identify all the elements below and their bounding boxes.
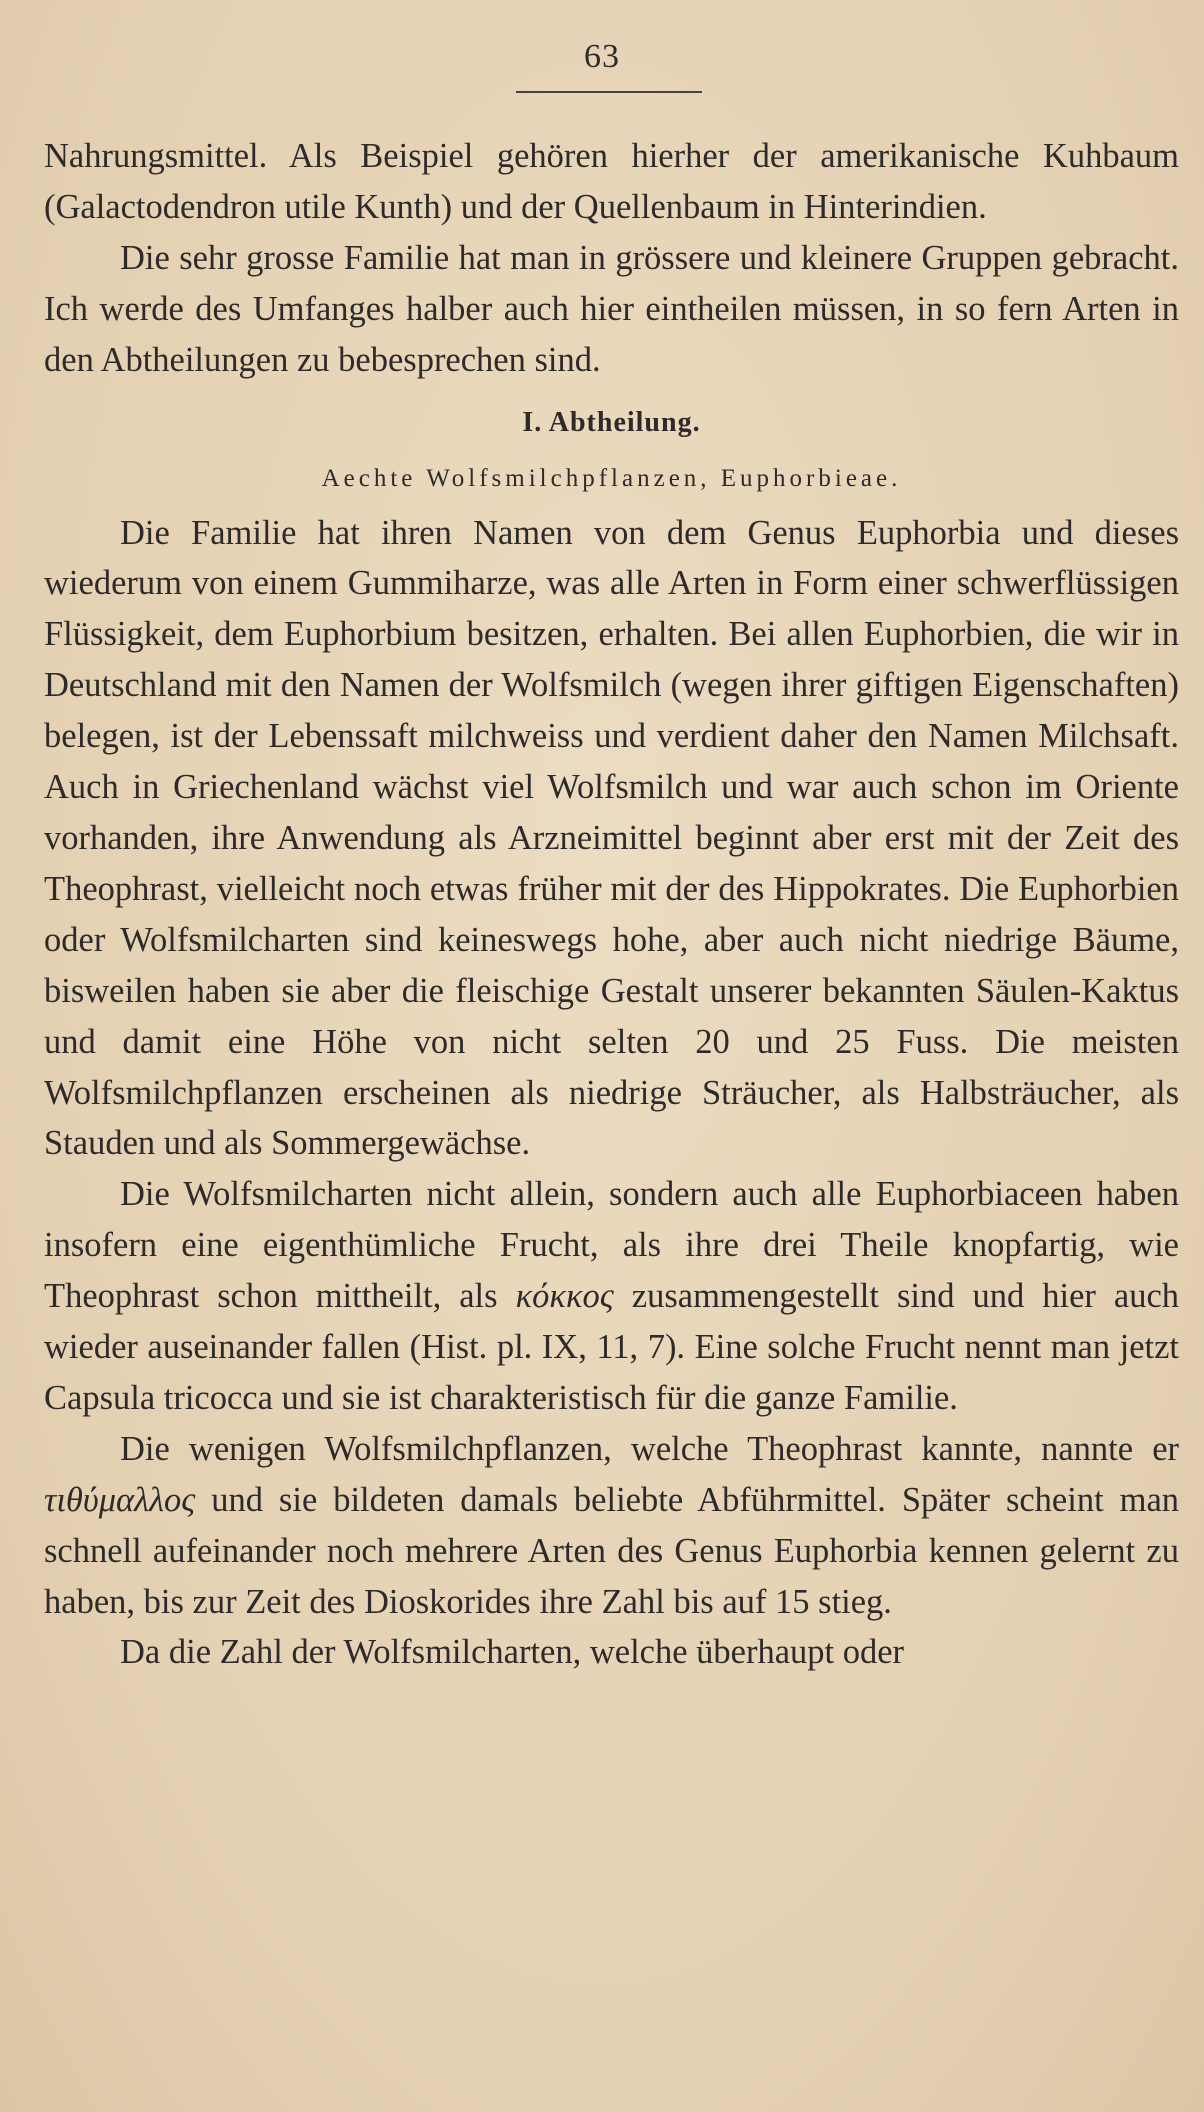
section-subheading: Aechte Wolfsmilchpflanzen, Euphorbieae.	[321, 464, 902, 492]
paragraph-2: Die sehr grosse Familie hat man in grössere und kleinere Gruppen gebracht. Ich werde des Umfanges halber auch hier eintheilen müssen, in so fern Arten in den Abtheilungen zu bebesprechen sind.	[44, 238, 1179, 379]
paragraph-6: Da die Zahl der Wolfsmilcharten, welche überhaupt oder	[120, 1633, 905, 1672]
paragraph-4-part-a: Die Wolfsmilcharten nicht allein, sondern auch alle Euphorbiaceen haben insofern eine eigenthümliche Frucht, als ihre drei Theile knopfartig, wie Theophrast schon mittheilt, als	[44, 1175, 1179, 1316]
paragraph-5	[44, 1424, 1179, 1628]
paragraph-5-part-a: Die wenigen Wolfsmilchpflanzen, welche Theophrast kannte, nannte er	[120, 1429, 1179, 1468]
paragraph-5-part-b: und sie bildeten damals beliebte Abführmittel. Später scheint man schnell aufeinander noch mehrere Arten des Genus Euphorbia kennen gelernt zu haben, bis zur Zeit des Dioskorides ihre Zahl bis auf 15 stieg.	[44, 1480, 1180, 1621]
paragraph-4	[44, 1169, 1179, 1424]
paragraph-4-part-b: zusammengestellt sind und hier auch wieder auseinander fallen (Hist. pl. IX, 11, 7). Eine solche Frucht nennt man jetzt Capsula tricocca und sie ist charakteristisch für die ganze Familie.	[44, 1277, 1180, 1417]
greek-term-kokkos: κόκκος	[515, 1277, 614, 1316]
body-text	[44, 131, 1179, 1678]
greek-term-tithymallos: τιθύμαλλος	[44, 1480, 196, 1519]
paragraph-1: Nahrungsmittel. Als Beispiel gehören hierher der amerikanische Kuhbaum (Galactodendron utile Kunth) und der Quellenbaum in Hinterindien.	[44, 137, 1179, 226]
header-rule	[516, 91, 702, 93]
section-heading: I. Abtheilung.	[522, 406, 701, 438]
paragraph-3: Die Familie hat ihren Namen von dem Genus Euphorbia und dieses wiederum von einem Gummiharze, was alle Arten in Form einer schwerflüssigen Flüssigkeit, dem Euphorbium besitzen, erhalten. Bei allen Euphorbien, die wir in Deutschland mit den Namen der Wolfsmilch (wegen ihrer giftigen Eigenschaften) belegen, ist der Lebenssaft milchweiss und verdient daher den Namen Milchsaft. Auch in Griechenland wächst viel Wolfsmilch und war auch schon im Oriente vorhanden, ihre Anwendung als Arzneimittel beginnt aber erst mit der Zeit des Theophrast, vielleicht noch etwas früher mit der des Hippokrates. Die Euphorbien oder Wolfsmilcharten sind keineswegs hohe, aber auch nicht niedrige Bäume, bisweilen haben sie aber die fleischige Gestalt unserer bekannten Säulen-Kaktus und damit eine Höhe von nicht selten 20 und 25 Fuss. Die meisten Wolfsmilchpflanzen erscheinen als niedrige Sträucher, als Halbsträucher, als Stauden und als Sommergewächse.	[44, 513, 1179, 1163]
page-number: 63	[584, 38, 620, 75]
